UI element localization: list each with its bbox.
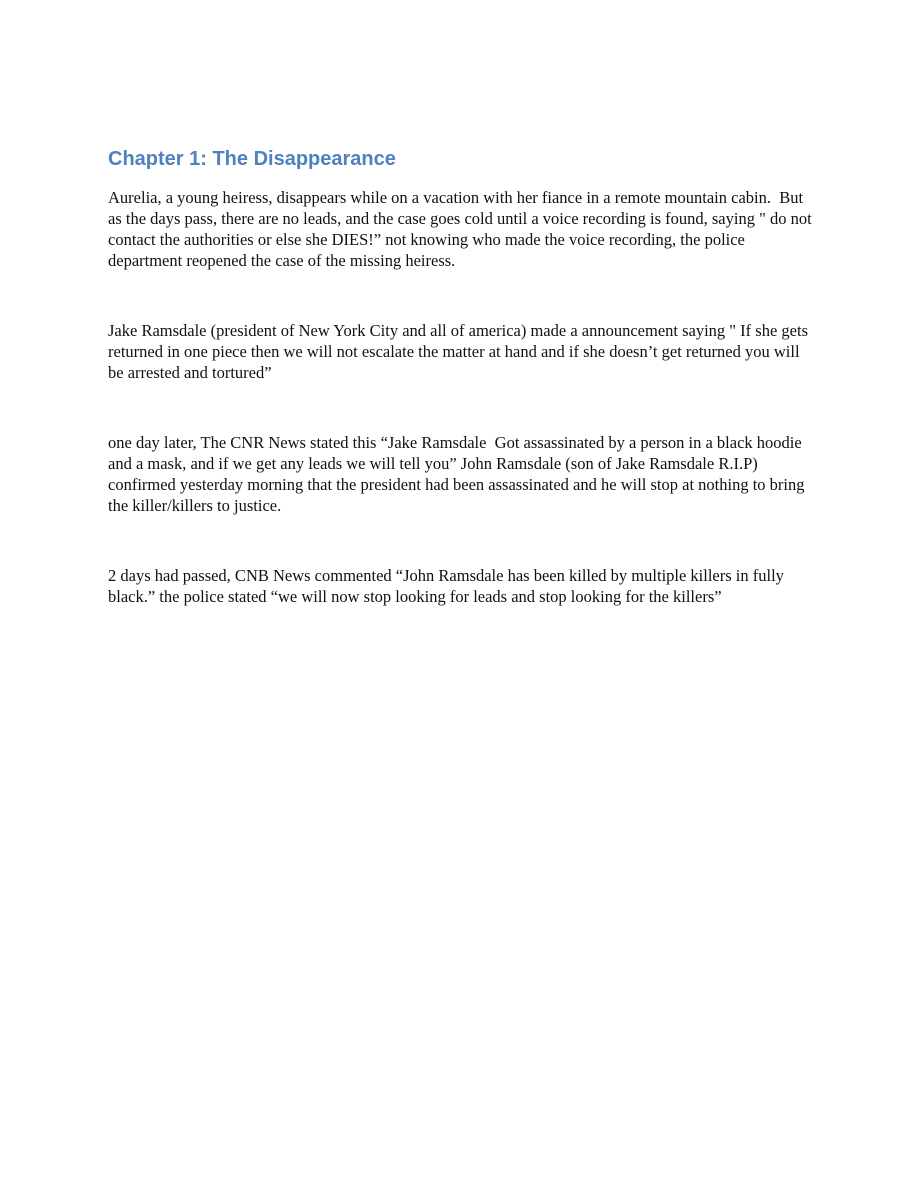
paragraph-second-killing: 2 days had passed, CNB News commented “John Ramsdale has been killed by multiple killers in fully black.” the police stated “we will now stop looking for leads and stop looking for the killers” [108,566,789,606]
paragraph-spacer [108,383,813,432]
document-body [108,146,816,607]
chapter-heading: Chapter 1: The Disappearance [108,148,396,170]
paragraph-announcement: Jake Ramsdale (president of New York City and all of america) made a announcement saying " If she gets returned in one piece then we will not escalate the matter at hand and if she doesn’t get returned you will be arrested and tortured” [108,321,813,382]
paragraph-disappearance: Aurelia, a young heiress, disappears while on a vacation with her fiance in a remote mountain cabin. But as the days pass, there are no leads, and the case goes cold until a voice recording is found, saying " do not contact the authorities or else she DIES!” not knowing who made the voice recording, the police department reopened the case of the missing heiress. [108,188,816,270]
paragraph-spacer [108,516,813,565]
paragraph-assassination: one day later, The CNR News stated this “Jake Ramsdale Got assassinated by a person in a black hoodie and a mask, and if we get any leads we will tell you” John Ramsdale (son of Jake Ramsdale R.I.P) confirmed yesterday morning that the president had been assassinated and he will stop at nothing to bring the killer/killers to justice. [108,433,809,515]
paragraph-spacer [108,271,813,320]
